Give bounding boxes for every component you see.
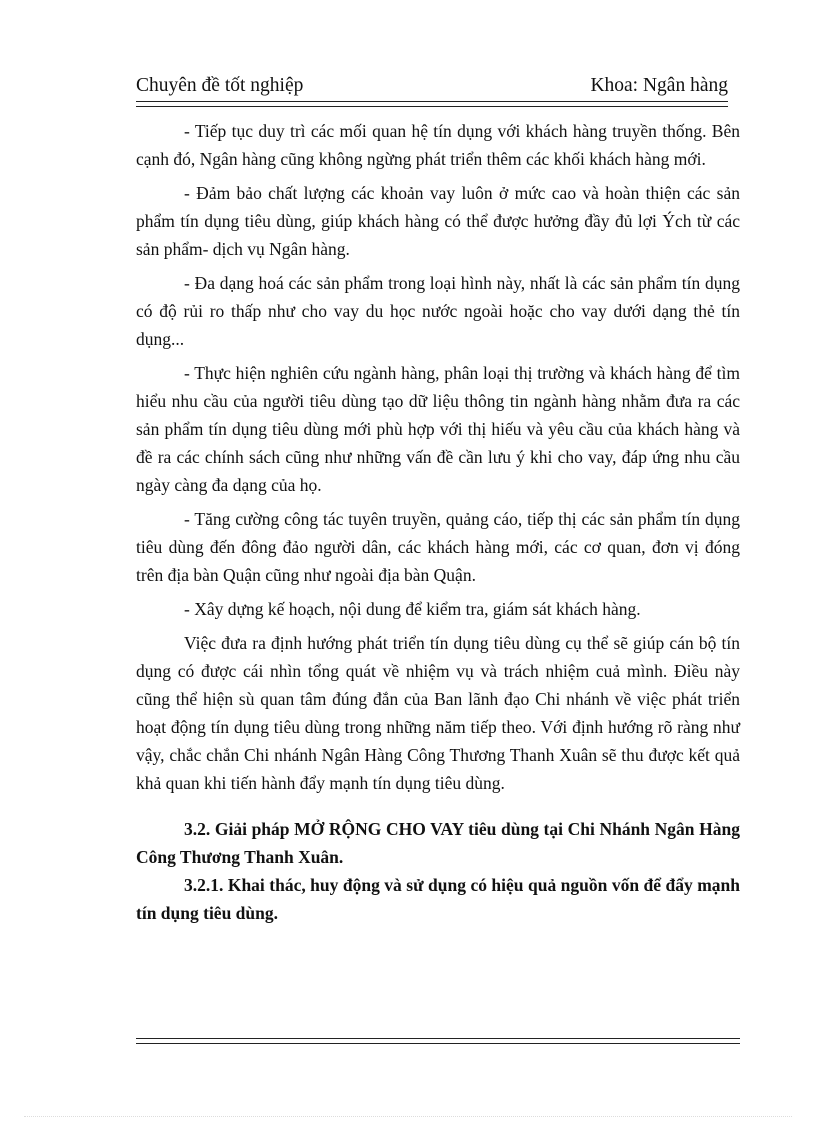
- paragraph-4: - Thực hiện nghiên cứu ngành hàng, phân loại thị trường và khách hàng để tìm hiểu nhu cầu của người tiêu dùng tạo dữ liệu thông tin ngành hàng nhằm đưa ra các sản phẩm tín dụng tiêu dùng mới phù hợp với thị hiếu và yêu cầu của khách hàng và đề ra các chính sách cũng như những vấn đề cần lưu ý khi cho vay, đáp ứng nhu cầu ngày càng đa dạng của họ.: [136, 363, 740, 495]
- page-edge-dots: [24, 1116, 792, 1117]
- header-department: Khoa: Ngân hàng: [590, 75, 728, 96]
- subsection-heading: 3.2.1. Khai thác, huy động và sử dụng có hiệu quả nguồn vốn để đẩy mạnh tín dụng tiêu dùng.: [136, 875, 740, 923]
- section-heading: 3.2. Giải pháp MỞ RỘNG CHO VAY tiêu dùng tại Chi Nhánh Ngân Hàng Công Thương Thanh Xuân.: [136, 819, 740, 867]
- paragraph-7: Việc đưa ra định hướng phát triển tín dụng tiêu dùng cụ thể sẽ giúp cán bộ tín dụng có được cái nhìn tổng quát về nhiệm vụ và trách nhiệm cuả mình. Điều này cũng thể hiện sù quan tâm đúng đắn của Ban lãnh đạo Chi nhánh về việc phát triển hoạt động tín dụng tiêu dùng trong những năm tiếp theo. Với định hướng rõ ràng như vậy, chắc chắn Chi nhánh Ngân Hàng Công Thương Thanh Xuân sẽ thu được kết quả khả quan khi tiến hành đẩy mạnh tín dụng tiêu dùng.: [136, 633, 740, 793]
- document-body: [136, 117, 740, 927]
- paragraph-6: - Xây dựng kế hoạch, nội dung để kiểm tra, giám sát khách hàng.: [184, 599, 641, 619]
- paragraph-1: - Tiếp tục duy trì các mối quan hệ tín dụng với khách hàng truyền thống. Bên cạnh đó, Ngân hàng cũng không ngừng phát triển thêm các khối khách hàng mới.: [136, 121, 740, 169]
- paragraph-3: - Đa dạng hoá các sản phẩm trong loại hình này, nhất là các sản phẩm tín dụng có độ rủi ro thấp như cho vay du học nước ngoài hoặc cho vay dưới dạng thẻ tín dụng...: [136, 273, 740, 349]
- header-divider: [136, 101, 728, 107]
- header-title: Chuyên đề tốt nghiệp: [136, 75, 304, 96]
- paragraph-2: - Đảm bảo chất lượng các khoản vay luôn ở mức cao và hoàn thiện các sản phẩm tín dụng tiêu dùng, giúp khách hàng có thể được hưởng đầy đủ lợi Ých từ các sản phẩm- dịch vụ Ngân hàng.: [136, 183, 740, 259]
- footer-divider: [136, 1038, 740, 1044]
- page-header: [136, 72, 728, 100]
- paragraph-5: - Tăng cường công tác tuyên truyền, quảng cáo, tiếp thị các sản phẩm tín dụng tiêu dùng đến đông đảo người dân, các khách hàng mới, các cơ quan, đơn vị đóng trên địa bàn Quận cũng như ngoài địa bàn Quận.: [136, 509, 740, 585]
